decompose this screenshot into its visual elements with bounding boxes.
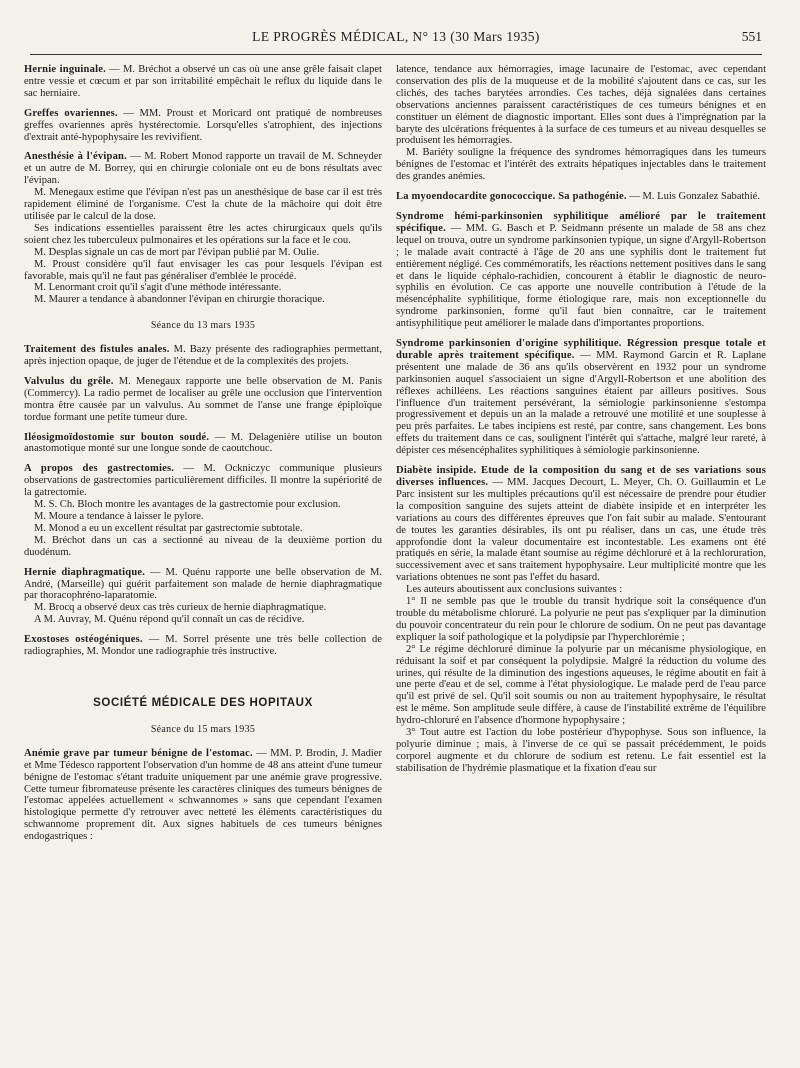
page-number: 551 <box>741 29 762 44</box>
paragraph <box>396 338 766 457</box>
paragraph-heading: Diabète insipide. Etude de la composition du sang et de ses variations sous diverses influences. <box>396 465 766 488</box>
paragraph: M. Brocq a observé deux cas très curieux de hernie diaphragmatique. <box>34 602 327 614</box>
paragraph-heading: Hernie inguinale. <box>24 64 106 75</box>
paragraph-heading: Valvulus du grêle. <box>24 375 114 387</box>
paragraph-body: — M. Sorrel présente une très belle collection de radiographies, M. Mondor une radiographie très instructive. <box>24 634 382 658</box>
paragraph-body: — MM. Proust et Moricard ont pratiqué de nombreuses greffes ovariennes après hystérectomie. Lorsqu'elles s'atrophient, des injections d'extrait anté-hypophysaire les revivifient. <box>24 107 383 143</box>
paragraph-heading: Syndrome parkinsonien d'origine syphilitique. Régression presque totale et durable après traitement spécifique. <box>396 338 766 361</box>
running-title: LE PROGRÈS MÉDICAL, N° 13 (30 Mars 1935) <box>252 29 540 44</box>
paragraph <box>24 108 382 144</box>
paragraph-body: — M. Delagenière utilise un bouton anastomotique monté sur une longue sonde de caoutchouc. <box>24 431 382 455</box>
paragraph-body: M. Bazy présente des radiographies permettant, après injection opaque, de juger de l'étendue et de la complexités des projets. <box>24 344 383 368</box>
paragraph-heading: Syndrome hémi-parkinsonien syphilitique amélioré par le traitement spécifique. <box>396 210 766 234</box>
paragraph: M. Menegaux estime que l'évipan n'est pas un anesthésique de base car il est très rapidement éliminé de l'organisme. C'est la chute de la mâchoire qui doit être utilisée par le calcul de la dose. <box>24 187 382 222</box>
paragraph <box>24 567 382 603</box>
paragraph <box>24 463 382 499</box>
paragraph: M. Moure a tendance à laisser le pylore. <box>34 511 204 522</box>
paragraph: M. Proust considère qu'il faut envisager les cas pour lesquels l'évipan est favorable, mais qu'il ne faut pas généraliser d'emblée le procédé. <box>24 258 382 282</box>
session-date: Séance du 15 mars 1935 <box>150 723 256 735</box>
paragraph-body: M. Menegaux rapporte une belle observation de M. Panis (Commercy). La radio permet de localiser au grêle une occlusion que l'intervention montra être causée par un valvulus. Au sommet de l'anse une frange épiploïque tordue formant une petite tumeur dure. <box>24 375 382 423</box>
paragraph: M. Desplas signale un cas de mort par l'évipan publié par M. Oulie. <box>34 246 320 258</box>
paragraph <box>396 191 766 203</box>
paragraph-heading: La myoendocardite gonococcique. Sa pathogénie. <box>396 191 627 203</box>
paragraph-heading: Iléosigmoïdostomie sur bouton soudé. <box>24 431 210 443</box>
paragraph: M. Maurer a tendance à abandonner l'évipan en chirurgie thoracique. <box>34 294 325 306</box>
paragraph: M. Monod a eu un excellent résultat par gastrectomie subtotale. <box>34 522 303 534</box>
paragraph: Les auteurs aboutissent aux conclusions suivantes : <box>406 584 623 596</box>
paragraph-body: — M. Ockniczyc communique plusieurs observations de gastrectomies particulièrement difficiles. Il montre la supériorité de la gatrectomie. <box>24 463 382 499</box>
paragraph <box>24 151 382 187</box>
paragraph-heading: Anémie grave par tumeur bénigne de l'estomac. <box>24 747 253 759</box>
paragraph: M. Lenormant croit qu'il s'agit d'une méthode intéressante. <box>34 282 282 294</box>
paragraph-body: — MM. G. Basch et P. Seidmann présente un malade de 58 ans chez lequel on trouva, outre un syndrome parkinsonien typique, un signe d'Argyll-Robertson ; le malade avait contracté à l'âge de 20 ans une syphilis dont le traitement fut entièrement négligé. Ces commémoratifs, les réactions nettement positives dans le sang et dans le liquide céphalo-rachidien, concourent à établir le diagnostic de neuro-syphilis en évolution. Ce cas apporte une nouvelle contribution à l'étude de la mésencéphalite syphilitique, forme étiologique rare, mais non exceptionnelle du syndrome parkinsonien, forme qu'il faut bien connaître, car le traitement antisyphilitique peut améliorer le malade dans d'importantes proportions. <box>396 222 766 330</box>
paragraph: Ses indications essentielles paraissent être les actes chirurgicaux quels qu'ils soient chez les tuberculeux pulmonaires et les opérations sur la face et le cou. <box>24 222 382 246</box>
paragraph <box>24 748 382 843</box>
paragraph <box>24 64 382 100</box>
paragraph <box>24 432 382 456</box>
paragraph-heading: Exostoses ostéogéniques. <box>24 634 143 646</box>
paragraph-body: — M. Luis Gonzalez Sabathié. <box>626 191 760 203</box>
paragraph-heading: Hernie diaphragmatique. <box>24 566 146 578</box>
paragraph: 3° Tout autre est l'action du lobe postérieur d'hypophyse. Sous son influence, la polyurie diminue ; mais, à l'inverse de ce qui se passait précédemment, le poids corporel augmente et du chlorure de sodium est retenu. Le fait essentiel est la stabilisation de l'hydrémie plasmatique et la fixation d'eau sur <box>396 727 766 774</box>
paragraph: 2° Le régime déchloruré diminue la polyurie par un mécanisme physiologique, en réduisant la soif et par conséquent la polydipsie. Malgré la réduction du volume des urines, qui résulte de la diminution des ingestions aqueuses, le régime aboutit en fait à une perte d'eau et de sel, comme à l'état physiologique. Le malade perd de l'eau parce qu'il est privé de sel. Qu'il soit soumis ou non au traitement hypophysaire, le résultat est le même. Son amplitude seule diffère, à cause de l'instabilité extrême de l'équilibre hydro-chloruré en l'absence d'hormone hypophysaire ; <box>396 643 766 727</box>
running-header <box>30 22 762 55</box>
paragraph-heading: Traitement des fistules anales. <box>24 344 170 356</box>
paragraph: A M. Auvray, M. Quénu répond qu'il connaît un cas de récidive. <box>34 614 305 626</box>
paragraph: M. Bréchot dans un cas a sectionné au niveau de la deuxième portion du duodénum. <box>24 534 382 558</box>
right-column <box>396 64 766 783</box>
paragraph-body: — M. Robert Monod rapporte un travail de M. Schneyder et un autre de M. Borrey, qui en chirurgie coloniale ont eu de bons résultats avec l'évipan. <box>24 151 382 187</box>
paragraph-heading: Anesthésie à l'évipan. <box>24 151 127 163</box>
paragraph <box>396 211 766 330</box>
paragraph: M. S. Ch. Bloch montre les avantages de la gastrectomie pour exclusion. <box>34 499 341 511</box>
paragraph <box>24 344 382 368</box>
paragraph: 1° Il ne semble pas que le trouble du transit hydrique soit la conséquence d'un trouble du métabolisme chloruré. La polyurie ne peut pas s'expliquer par la diminution du pouvoir concentrateur du rein pour le chlorure de sodium. On ne peut pas davantage expliquer la soif pathologique et la polydipsie par l'hyperchlorémie ; <box>396 596 766 643</box>
paragraph <box>396 465 766 584</box>
paragraph-body: — MM. P. Brodin, J. Madier et Mme Tédesco rapportent l'observation d'un homme de 48 ans atteint d'une tumeur bénigne de l'estomac s'étant traduite uniquement par une anémie grave progressive. Cette tumeur fibromateuse présente les caractères cliniques des tumeurs bénignes de l'estomac appelées actuellement « schwannomes » sans que cependant l'examen histologique permette d'y retrouver avec netteté les éléments caractéristiques du schwannome proprement dit. Aux signes habituels de ces tumeurs bénignes endogastriques : <box>24 747 382 843</box>
paragraph <box>24 634 382 658</box>
paragraph-body: — MM. Raymond Garcin et R. Laplane présentent une malade de 36 ans qu'ils observèrent en 1932 pour un syndrome parkinsonien auquel s'associaient un signe d'Argyll-Robertson et une abolition des réflexes achilléens. Les réactions sanguines étaient par ailleurs positives. Sous l'influence d'un traitement persévérant, la sémiologie parkinsonienne s'estompa progressivement et depuis un an la malade a retrouvé une motilité et une souplesse à peu près parfaites. Le tabes incipiens est resté, par contre, sans changement. Les bons effets du traitement dans ce cas, soulignent l'intérêt qui s'attache, malgré leur rareté, à dépister ces mésencéphalites syphilitiques à sémiologie parkinsonienne. <box>396 349 766 457</box>
paragraph <box>24 376 382 424</box>
session-date: Séance du 13 mars 1935 <box>150 320 256 332</box>
paragraph-heading: A propos des gastrectomies. <box>24 463 175 475</box>
paragraph-body: — M. Bréchot a observé un cas où une anse grêle faisait clapet entre vessie et cœcum et par son irritabilité empêchait le reflux du liquide dans le sac herniaire. <box>24 64 382 99</box>
paragraph: latence, tendance aux hémorragies, image lacunaire de l'estomac, avec cependant conservation des plis de la muqueuse et de la mobilité s'ajoutent dans ce cas, sur les clichés, des taches barytées arrondies. Ces taches, déjà signalées dans certaines observations anciennes paraissent caractéristiques de ces tumeurs bénignes et en constituer un élément de diagnostic important. Elles sont dues à l'imprégnation par la baryte des ulcérations fréquentes à la surface de ces tumeurs et au niveau desquelles se produisent les hémorragies. <box>396 64 766 147</box>
paragraph-body: — M. Quénu rapporte une belle observation de M. André, (Marseille) qui guérit parfaitement son malade de hernie diaphragmatique par thoracophréno-laparatomie. <box>24 566 382 602</box>
society-heading: SOCIÉTÉ MÉDICALE DES HOPITAUX <box>93 696 313 709</box>
paragraph-heading: Greffes ovariennes. <box>24 107 118 119</box>
paragraph: M. Bariéty souligne la fréquence des syndromes hémorragiques dans les tumeurs bénignes de l'estomac et l'intérêt des extraits hépatiques injectables dans le traitement des grandes anémies. <box>396 147 766 183</box>
left-column <box>24 64 382 851</box>
paragraph-body: — MM. Jacques Decourt, L. Meyer, Ch. O. Guillaumin et Le Parc insistent sur les multiples précautions qu'il est nécessaire de prendre pour étudier la composition sanguine des sujets atteint de diabète insipide et en interpréter les variations au cours des différentes épreuves que l'on fait subir au malade. S'entourant de toutes les garanties désirables, ils ont pu réaliser, dans un cas, une étude très approfondie dont la valeur documentaire est incontestable. Les examens ont été pratiqués en série, la malade étant soumise au régime déchloruré et à la rechloruration, successivement avec et sans traitement hypophysaire. Leur multiplicité montre que les variations obtenues ne sont pas l'effet du hasard. <box>396 477 766 584</box>
